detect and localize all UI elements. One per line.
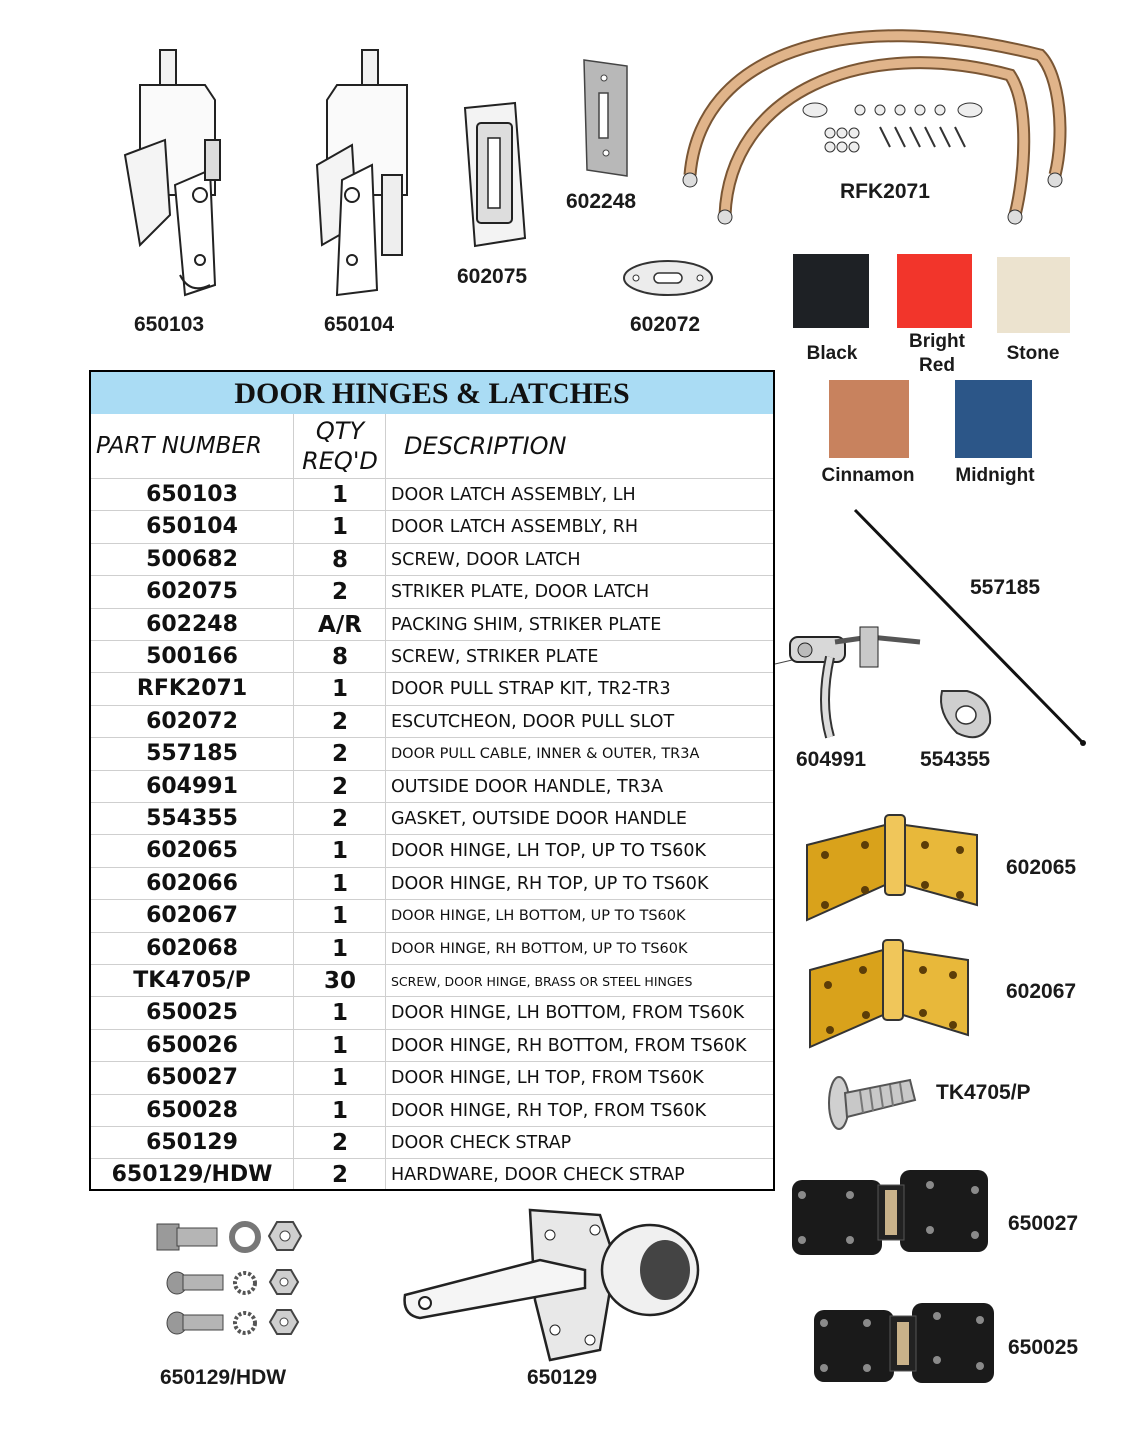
hinge-screw-image [825, 1065, 920, 1130]
bright-red-text: Bright Red [909, 331, 965, 376]
description-cell: HARDWARE, DOOR CHECK STRAP [391, 1165, 685, 1186]
swatch-label-bright-red [890, 330, 984, 378]
header-description: DESCRIPTION [404, 432, 567, 460]
swatch-label-midnight: Midnight [955, 465, 1035, 486]
check-strap-hardware-image [155, 1210, 325, 1350]
qty-cell: 1 [331, 838, 348, 865]
part-number-cell: 650129/HDW [111, 1162, 273, 1188]
shim-label: 602248 [566, 190, 637, 213]
description-cell: DOOR HINGE, RH TOP, FROM TS60K [391, 1100, 707, 1121]
description-cell: DOOR HINGE, RH BOTTOM, UP TO TS60K [391, 940, 688, 957]
part-number-cell: 650129 [146, 1130, 238, 1155]
packing-shim-image [582, 58, 632, 178]
qty-cell: 8 [331, 546, 348, 573]
part-number-cell: 602248 [146, 611, 238, 637]
black-hinge-top-image [790, 1165, 990, 1260]
qty-cell: 8 [331, 644, 348, 670]
qty-cell: 2 [331, 1130, 348, 1156]
escutcheon-image [620, 258, 720, 300]
description-cell: ESCUTCHEON, DOOR PULL SLOT [391, 711, 675, 732]
table-row [91, 899, 773, 932]
description-cell: OUTSIDE DOOR HANDLE, TR3A [391, 776, 663, 797]
hardware-label: 650129/HDW [160, 1366, 287, 1389]
strap-kit-label: RFK2071 [840, 180, 930, 203]
check-strap-label: 650129 [527, 1366, 598, 1389]
qty-cell: 2 [331, 741, 348, 768]
striker-plate-image [455, 98, 535, 248]
brass-hinge-top-image [805, 810, 980, 925]
qty-cell: 2 [331, 708, 348, 735]
qty-cell: 1 [331, 676, 348, 703]
part-number-cell: 557185 [146, 741, 238, 767]
part-number-cell: RFK2071 [136, 676, 248, 702]
description-cell: DOOR PULL CABLE, INNER & OUTER, TR3A [391, 746, 700, 763]
part-number-cell: 602068 [146, 935, 238, 961]
part-number-cell: 500682 [146, 546, 238, 572]
swatch-label-cinnamon: Cinnamon [821, 465, 915, 486]
escutcheon-label: 602072 [630, 313, 701, 336]
outside-handle-image [775, 612, 930, 742]
table-row [91, 770, 773, 803]
part-number-cell: 602067 [146, 903, 238, 929]
qty-cell: 2 [331, 806, 348, 832]
black-hinge-bottom-label: 650025 [1008, 1336, 1079, 1359]
black-hinge-top-label: 650027 [1008, 1212, 1079, 1235]
qty-cell: 1 [331, 1000, 348, 1027]
part-number-cell: 602072 [146, 708, 238, 734]
qty-cell: 1 [331, 482, 348, 508]
screw-label: TK4705/P [936, 1081, 1031, 1104]
qty-cell: 1 [331, 870, 348, 897]
description-cell: DOOR HINGE, LH BOTTOM, UP TO TS60K [391, 908, 686, 925]
description-cell: DOOR LATCH ASSEMBLY, RH [391, 517, 639, 538]
part-number-cell: 602066 [146, 870, 238, 896]
part-number-cell: 500166 [146, 644, 238, 669]
striker-label: 602075 [457, 265, 528, 288]
qty-cell: 1 [331, 903, 348, 930]
door-check-strap-image [400, 1200, 710, 1365]
qty-cell: 2 [331, 773, 348, 800]
black-hinge-bottom-image [812, 1298, 997, 1388]
table-row [91, 867, 773, 900]
table-row [91, 932, 773, 965]
header-qty-line2: REQ'D [302, 447, 378, 475]
table-row [91, 510, 773, 543]
qty-cell: A/R [318, 611, 362, 638]
part-number-cell: 602075 [146, 579, 238, 605]
door-latch-rh-image [312, 45, 432, 305]
qty-cell: 1 [331, 1065, 348, 1092]
brass-hinge-bottom-label: 602067 [1006, 980, 1077, 1003]
table-row [91, 705, 773, 738]
table-row [91, 964, 773, 997]
table-row [91, 543, 773, 576]
table-row [91, 996, 773, 1029]
swatch-black [793, 254, 869, 328]
description-cell: DOOR HINGE, LH TOP, UP TO TS60K [391, 841, 707, 862]
table-row [91, 802, 773, 835]
table-row [91, 608, 773, 641]
part-number-cell: 650028 [146, 1097, 238, 1123]
handle-gasket-image [932, 683, 997, 743]
part-number-cell: TK4705/P [133, 968, 251, 993]
description-cell: STRIKER PLATE, DOOR LATCH [391, 582, 650, 603]
swatch-stone [997, 257, 1070, 333]
brass-hinge-top-label: 602065 [1006, 856, 1077, 879]
description-cell: SCREW, STRIKER PLATE [391, 647, 599, 667]
latch-lh-label: 650103 [134, 313, 205, 336]
header-qty-line1: QTY [315, 417, 365, 445]
part-number-cell: 650104 [146, 514, 238, 540]
part-number-cell: 604991 [146, 773, 238, 799]
description-cell: DOOR HINGE, RH BOTTOM, FROM TS60K [391, 1035, 747, 1056]
table-row [91, 1029, 773, 1062]
gasket-label: 554355 [920, 748, 991, 771]
qty-cell: 1 [331, 1032, 348, 1059]
qty-cell: 1 [331, 514, 348, 541]
swatch-label-stone: Stone [1006, 343, 1060, 364]
description-cell: DOOR HINGE, LH TOP, FROM TS60K [391, 1068, 704, 1089]
table-row [91, 737, 773, 770]
swatch-midnight [955, 380, 1032, 458]
table-title: DOOR HINGES & LATCHES [89, 370, 775, 414]
latch-rh-label: 650104 [324, 313, 395, 336]
table-row [91, 478, 773, 511]
part-number-cell: 554355 [146, 806, 238, 831]
table-row [91, 672, 773, 705]
qty-cell: 30 [323, 968, 356, 994]
description-cell: GASKET, OUTSIDE DOOR HANDLE [391, 809, 687, 829]
part-number-cell: 650026 [146, 1032, 238, 1058]
swatch-bright-red [897, 254, 972, 328]
part-number-cell: 650025 [146, 1000, 238, 1026]
qty-cell: 1 [331, 935, 348, 962]
description-cell: PACKING SHIM, STRIKER PLATE [391, 614, 662, 635]
swatch-cinnamon [829, 380, 909, 458]
table-row [91, 1094, 773, 1127]
table-row [91, 1061, 773, 1094]
table-row [91, 575, 773, 608]
table-row [91, 640, 773, 673]
header-qty [294, 414, 386, 480]
part-number-cell: 650027 [146, 1065, 238, 1091]
brass-hinge-bottom-image [808, 935, 973, 1050]
description-cell: DOOR CHECK STRAP [391, 1133, 572, 1153]
table-row [91, 834, 773, 867]
qty-cell: 2 [331, 1162, 348, 1189]
description-cell: SCREW, DOOR HINGE, BRASS OR STEEL HINGES [391, 974, 693, 989]
qty-cell: 2 [331, 579, 348, 606]
description-cell: DOOR HINGE, RH TOP, UP TO TS60K [391, 873, 709, 894]
qty-cell: 1 [331, 1097, 348, 1124]
handle-label: 604991 [796, 748, 867, 771]
cable-label: 557185 [970, 576, 1041, 599]
door-latch-lh-image [120, 45, 240, 305]
table-row [91, 1158, 773, 1191]
header-part-number: PART NUMBER [96, 433, 262, 459]
description-cell: DOOR HINGE, LH BOTTOM, FROM TS60K [391, 1003, 745, 1024]
description-cell: DOOR LATCH ASSEMBLY, LH [391, 485, 636, 505]
swatch-label-black: Black [806, 343, 858, 364]
description-cell: SCREW, DOOR LATCH [391, 549, 581, 570]
description-cell: DOOR PULL STRAP KIT, TR2-TR3 [391, 679, 671, 700]
table-row [91, 1126, 773, 1159]
part-number-cell: 602065 [146, 838, 238, 864]
part-number-cell: 650103 [146, 482, 238, 507]
